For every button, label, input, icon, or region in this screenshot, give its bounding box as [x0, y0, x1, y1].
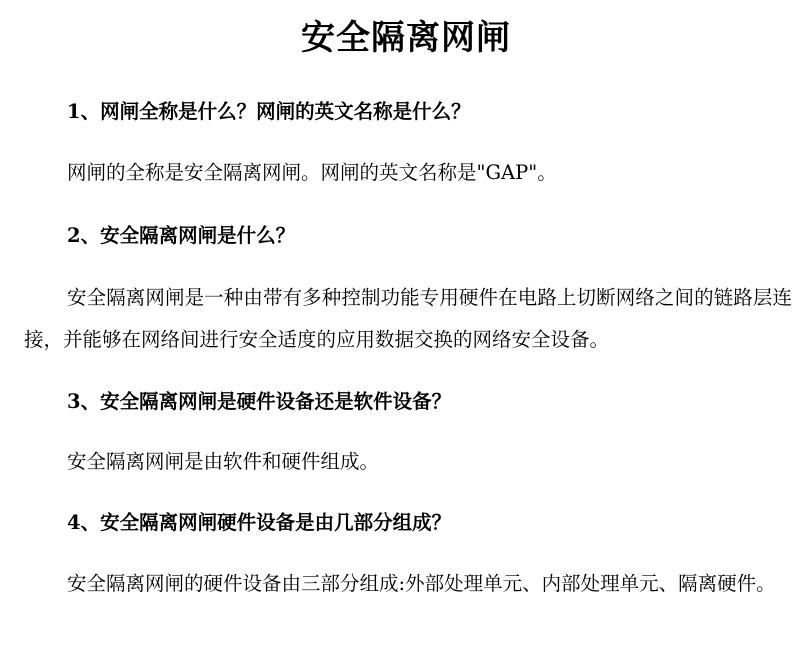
question-3: 3、安全隔离网闸是硬件设备还是软件设备？ — [67, 390, 452, 413]
question-1: 1、网闸全称是什么？网闸的英文名称是什么？ — [67, 100, 471, 123]
answer-3: 安全隔离网闸是由软件和硬件组成。 — [67, 450, 380, 473]
answer-4: 安全隔离网闸的硬件设备由三部分组成:外部处理单元、内部处理单元、隔离硬件。 — [67, 572, 776, 595]
answer-1: 网闸的全称是安全隔离网闸。网闸的英文名称是"GAP"。 — [67, 161, 557, 184]
question-2: 2、安全隔离网闸是什么？ — [67, 224, 296, 247]
document-title: 安全隔离网闸 — [301, 18, 511, 58]
answer-2: 安全隔离网闸是一种由带有多种控制功能专用硬件在电路上切断网络之间的链路层连接，并能够在网络间进行安全适度的应用数据交换的网络安全设备。 — [24, 286, 792, 351]
question-4: 4、安全隔离网闸硬件设备是由几部分组成？ — [67, 511, 452, 534]
